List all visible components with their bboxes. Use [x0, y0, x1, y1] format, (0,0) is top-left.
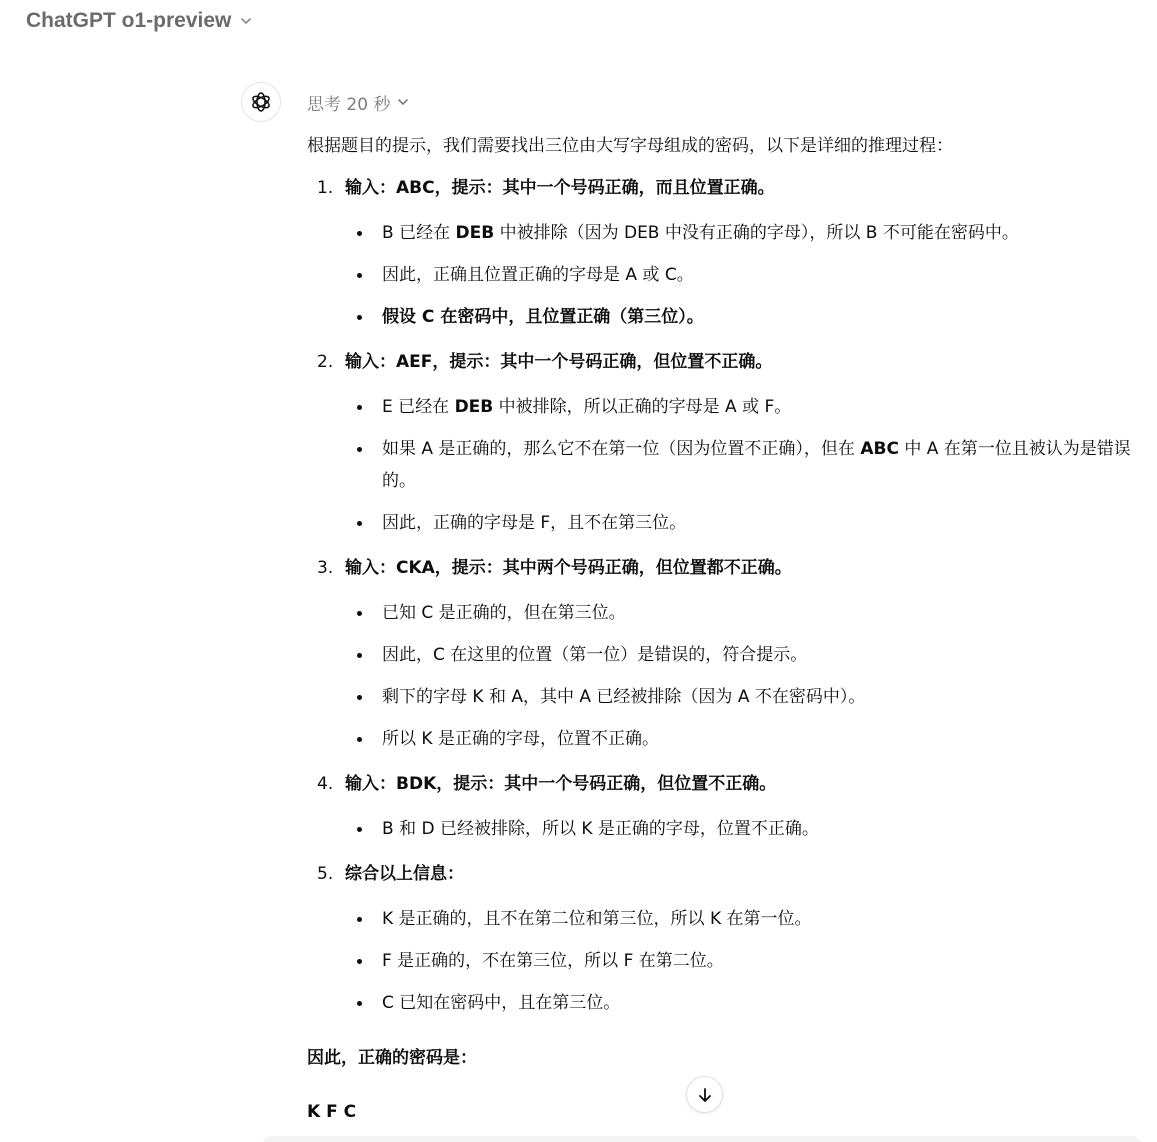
bullet-item	[307, 723, 1147, 755]
bullet-text: 因此，正确且位置正确的字母是 A 或 C。	[382, 265, 694, 285]
step-item	[307, 349, 1147, 539]
bullet-dot	[357, 521, 362, 526]
bullet-text: B 和 D 已经被排除，所以 K 是正确的字母，位置不正确。	[382, 819, 819, 839]
step-item	[307, 555, 1147, 755]
bullet-text: K 是正确的，且不在第二位和第三位，所以 K 在第一位。	[382, 909, 812, 929]
model-switcher[interactable]	[26, 9, 253, 33]
step-number: 4.	[317, 774, 334, 794]
bullet-dot	[357, 695, 362, 700]
bullet-list	[307, 813, 1147, 845]
bullet-list	[307, 903, 1147, 1019]
bullet-item	[307, 217, 1147, 249]
bullet-item	[307, 903, 1147, 935]
bullet-text: F 是正确的，不在第三位，所以 F 在第二位。	[382, 951, 724, 971]
step-number: 1.	[317, 178, 334, 198]
bullet-dot	[357, 653, 362, 658]
bullet-item	[307, 813, 1147, 845]
bullet-list	[307, 217, 1147, 333]
openai-logo-icon	[249, 90, 273, 114]
bullet-text: 剩下的字母 K 和 A，其中 A 已经被排除（因为 A 不在密码中）。	[382, 687, 866, 707]
bullet-dot	[357, 405, 362, 410]
step-title	[307, 861, 1147, 887]
bullet-text: 所以 K 是正确的字母，位置不正确。	[382, 729, 659, 749]
chevron-down-icon	[239, 14, 253, 28]
bullet-text: 因此，正确的字母是 F，且不在第三位。	[382, 513, 687, 533]
step-title-text: 输入：CKA，提示：其中两个号码正确，但位置都不正确。	[345, 558, 792, 578]
bullet-item	[307, 681, 1147, 713]
step-title-text: 输入：AEF，提示：其中一个号码正确，但位置不正确。	[345, 352, 773, 372]
bullet-dot	[357, 273, 362, 278]
bullet-text: 假设 C 在密码中，且位置正确（第三位）。	[382, 307, 704, 327]
bullet-text: 中 A 在第一位且被认为是错误的。	[382, 439, 1131, 491]
bullet-dot	[357, 1001, 362, 1006]
step-number: 5.	[317, 864, 334, 884]
arrow-down-icon	[696, 1086, 714, 1104]
bullet-text: 中被排除，所以正确的字母是 A 或 F。	[493, 397, 792, 417]
step-title	[307, 771, 1147, 797]
bullet-dot	[357, 231, 362, 236]
step-number: 2.	[317, 352, 334, 372]
bullet-text: 中被排除（因为 DEB 中没有正确的字母），所以 B 不可能在密码中。	[494, 223, 1019, 243]
bullet-text: 已知 C 是正确的，但在第三位。	[382, 603, 626, 623]
bullet-dot	[357, 447, 362, 452]
bullet-dot	[357, 959, 362, 964]
bullet-item	[307, 391, 1147, 423]
bullet-dot	[357, 315, 362, 320]
bullet-dot	[357, 611, 362, 616]
reasoning-steps	[307, 175, 1147, 1019]
bullet-item	[307, 987, 1147, 1019]
thinking-label: 思考 20 秒	[307, 94, 391, 115]
step-item	[307, 175, 1147, 333]
thinking-toggle[interactable]	[307, 88, 1147, 116]
composer-box[interactable]	[262, 1136, 1142, 1142]
bullet-text: 如果 A 是正确的，那么它不在第一位（因为位置不正确），但在	[382, 439, 861, 459]
step-title	[307, 555, 1147, 581]
bullet-item	[307, 945, 1147, 977]
bullet-text: DEB	[455, 223, 495, 243]
bullet-dot	[357, 737, 362, 742]
bullet-text: C 已知在密码中，且在第三位。	[382, 993, 621, 1013]
bullet-text: DEB	[454, 397, 494, 417]
bullet-item	[307, 597, 1147, 629]
step-title	[307, 349, 1147, 375]
bullet-text: ABC	[860, 439, 899, 459]
bullet-item	[307, 507, 1147, 539]
bullet-dot	[357, 827, 362, 832]
step-item	[307, 771, 1147, 845]
step-number: 3.	[317, 558, 334, 578]
answer-text: K F C	[307, 1102, 357, 1122]
bullet-dot	[357, 917, 362, 922]
chevron-down-icon	[396, 95, 410, 109]
assistant-avatar	[241, 82, 281, 122]
bullet-list	[307, 597, 1147, 755]
conclusion-text: 因此，正确的密码是：	[307, 1048, 477, 1068]
model-name: ChatGPT o1-preview	[26, 9, 232, 32]
step-title-text: 综合以上信息：	[345, 864, 464, 884]
bullet-text: E 已经在	[382, 397, 455, 417]
intro-paragraph: 根据题目的提示，我们需要找出三位由大写字母组成的密码，以下是详细的推理过程：	[307, 136, 953, 156]
bullet-text: B 已经在	[382, 223, 456, 243]
bullet-item	[307, 433, 1147, 497]
bullet-text: 因此，C 在这里的位置（第一位）是错误的，符合提示。	[382, 645, 808, 665]
step-title-text: 输入：BDK，提示：其中一个号码正确，但位置不正确。	[345, 774, 777, 794]
bullet-item	[307, 259, 1147, 291]
scroll-to-bottom-button[interactable]	[686, 1076, 723, 1113]
assistant-message	[307, 88, 1147, 1125]
step-item	[307, 861, 1147, 1019]
step-title	[307, 175, 1147, 201]
bullet-list	[307, 391, 1147, 539]
bullet-item	[307, 301, 1147, 333]
bullet-item	[307, 639, 1147, 671]
step-title-text: 输入：ABC，提示：其中一个号码正确，而且位置正确。	[345, 178, 775, 198]
